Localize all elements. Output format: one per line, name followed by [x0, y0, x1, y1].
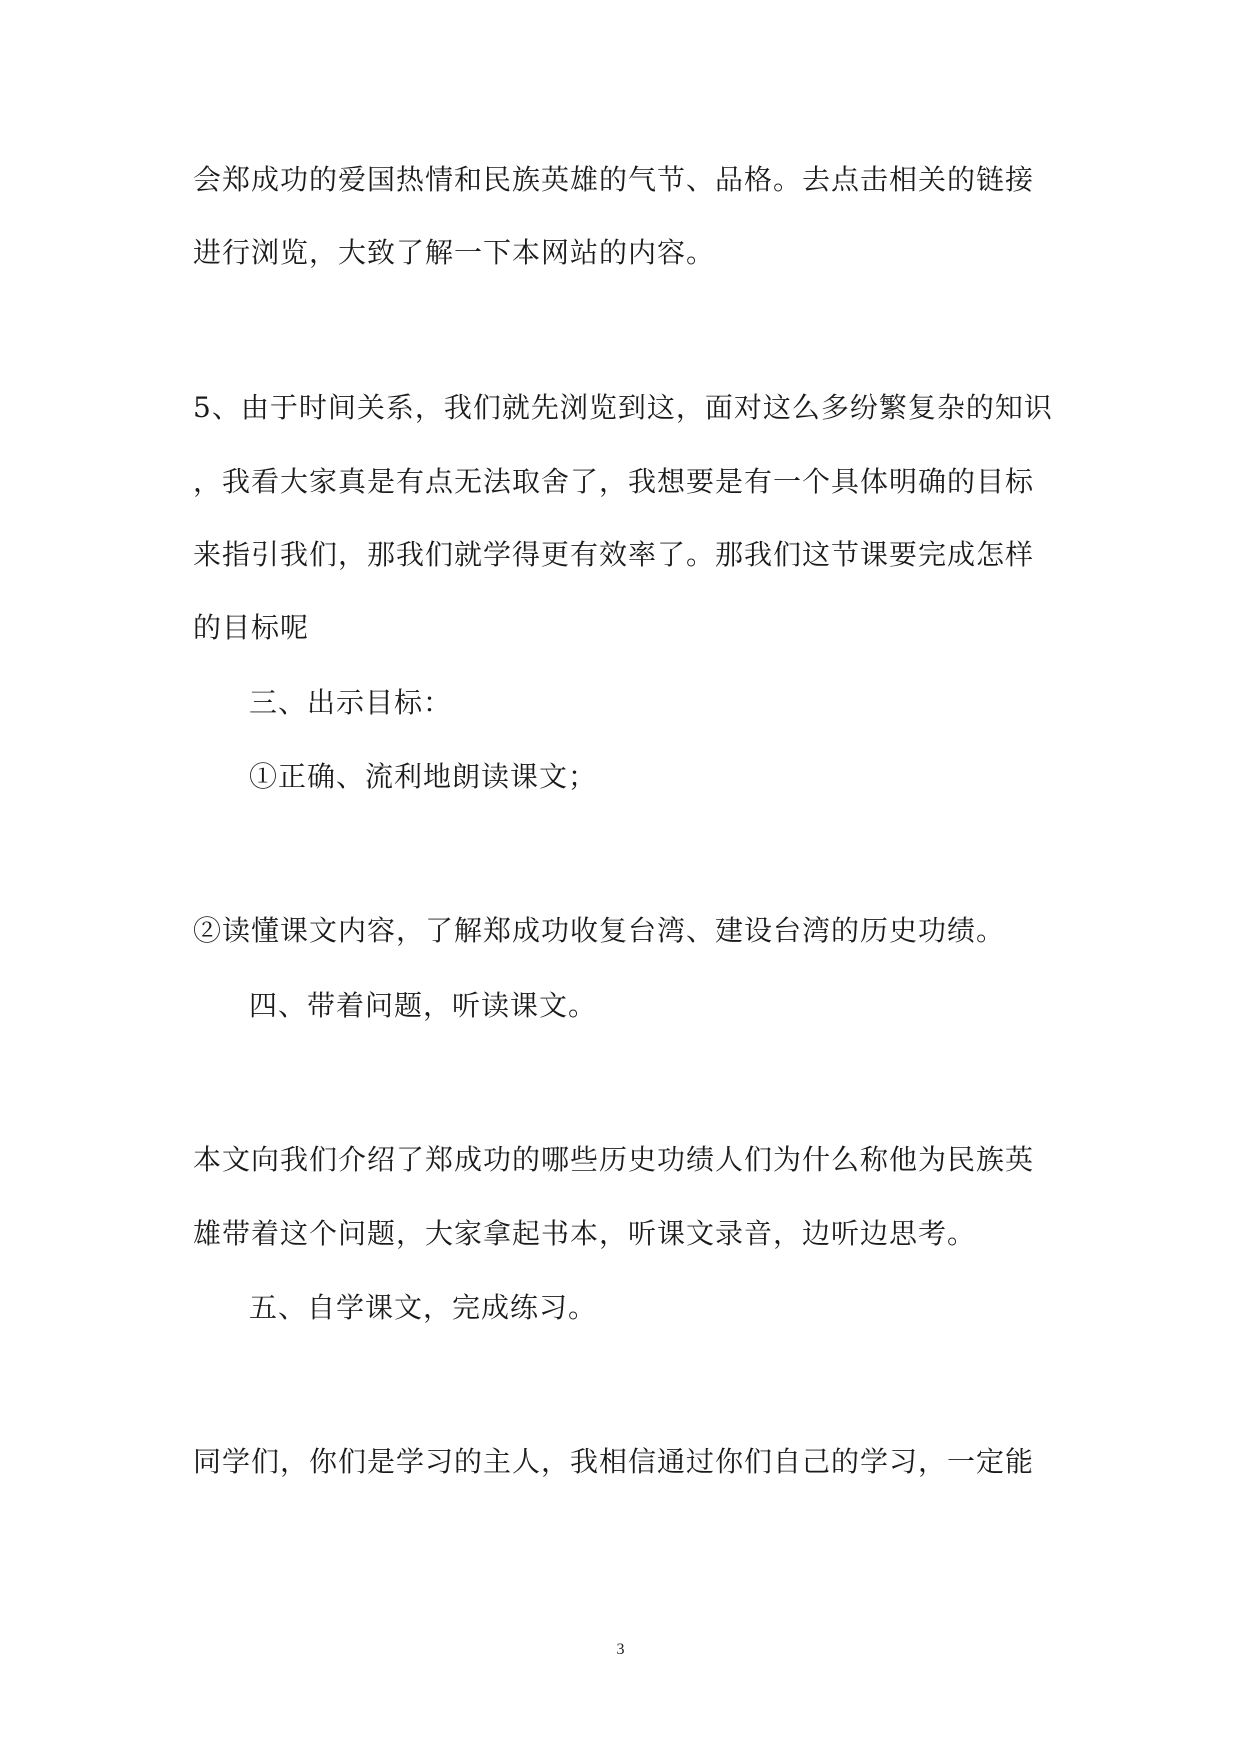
section-heading: 三、出示目标： — [249, 686, 453, 719]
list-item: ②读懂课文内容，了解郑成功收复台湾、建设台湾的历史功绩。 — [193, 914, 1006, 947]
section-heading: 四、带着问题，听读课文。 — [249, 989, 598, 1022]
paragraph-line: 的目标呢 — [193, 611, 310, 644]
paragraph-line: 雄带着这个问题，大家拿起书本，听课文录音，边听边思考。 — [193, 1217, 977, 1250]
paragraph-line: 本文向我们介绍了郑成功的哪些历史功绩人们为什么称他为民族英 — [193, 1143, 1035, 1176]
paragraph-line: 同学们，你们是学习的主人，我相信通过你们自己的学习，一定能 — [193, 1445, 1035, 1478]
paragraph-line: 来指引我们，那我们就学得更有效率了。那我们这节课要完成怎样 — [193, 538, 1035, 571]
paragraph-line: 进行浏览，大致了解一下本网站的内容。 — [193, 236, 716, 269]
paragraph-line: 会郑成功的爱国热情和民族英雄的气节、品格。去点击相关的链接 — [193, 163, 1035, 196]
paragraph-line: 5、由于时间关系，我们就先浏览到这，面对这么多纷繁复杂的知识 — [193, 391, 1053, 424]
list-item: ①正确、流利地朗读课文； — [249, 760, 598, 793]
page-number: 3 — [616, 1641, 625, 1658]
section-heading: 五、自学课文，完成练习。 — [249, 1291, 598, 1324]
paragraph-line: ，我看大家真是有点无法取舍了，我想要是有一个具体明确的目标 — [193, 465, 1035, 498]
